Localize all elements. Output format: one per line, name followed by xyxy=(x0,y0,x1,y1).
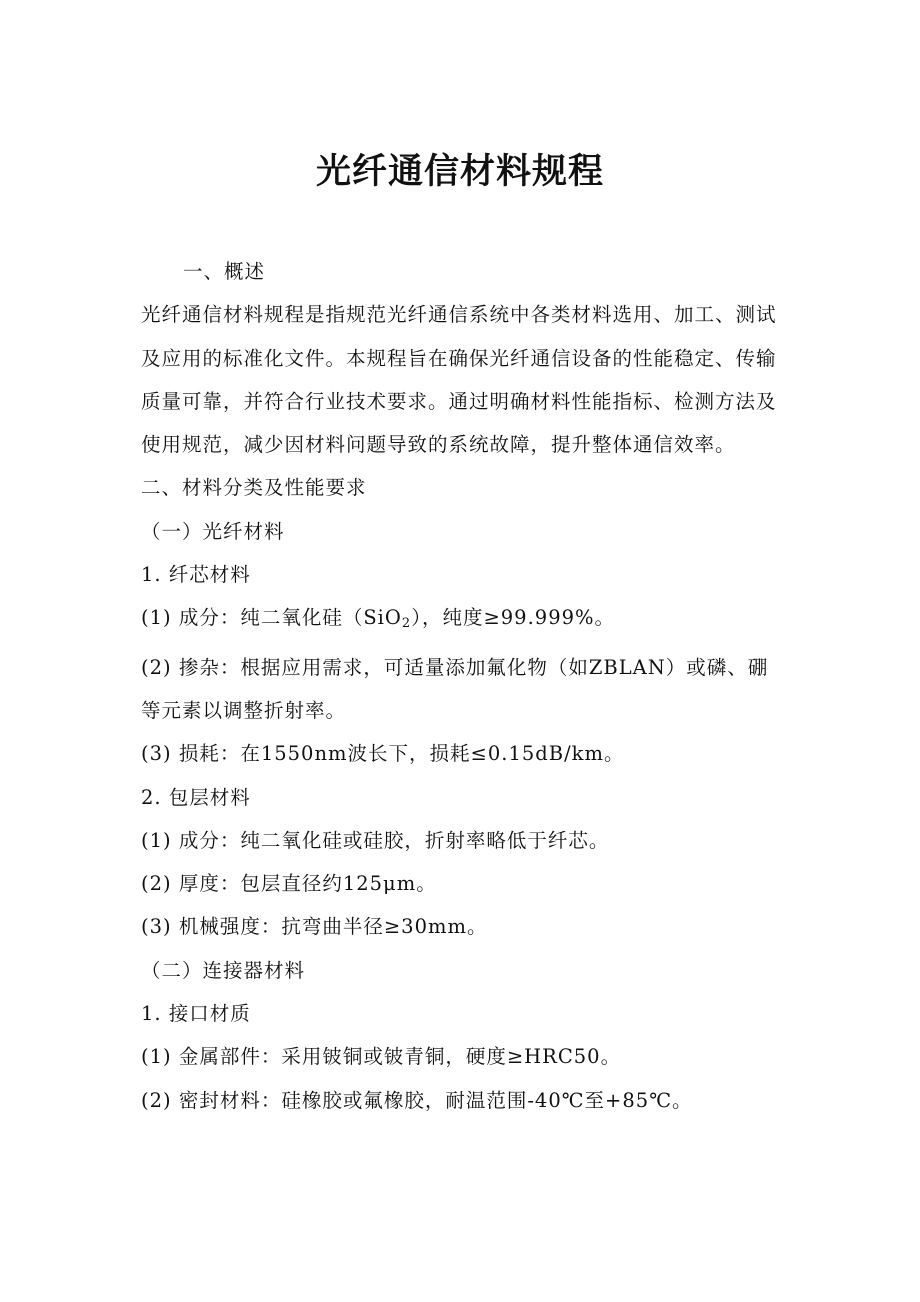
core-composition-subscript: 2 xyxy=(401,616,412,632)
item-heading-interface: 1. 接口材质 xyxy=(141,1002,251,1026)
cladding-strength-line: (3) 机械强度：抗弯曲半径≥30mm。 xyxy=(141,915,488,939)
interface-metal-line: (1) 金属部件：采用铍铜或铍青铜，硬度≥HRC50。 xyxy=(141,1045,622,1069)
subsection-heading-fiber: （一）光纤材料 xyxy=(141,519,285,543)
core-doping-line: (2) 掺杂：根据应用需求，可适量添加氟化物（如ZBLAN）或磷、硼等元素以调整折射率。 xyxy=(141,655,769,722)
cladding-composition-line: (1) 成分：纯二氧化硅或硅胶，折射率略低于纤芯。 xyxy=(141,828,610,852)
section-heading-overview: 一、概述 xyxy=(183,260,266,283)
interface-seal-line: (2) 密封材料：硅橡胶或氟橡胶，耐温范围-40℃至+85℃。 xyxy=(141,1088,693,1112)
core-loss-line: (3) 损耗：在1550nm波长下，损耗≤0.15dB/km。 xyxy=(141,742,625,766)
section-heading-materials: 二、材料分类及性能要求 xyxy=(141,476,367,500)
overview-paragraph: 光纤通信材料规程是指规范光纤通信系统中各类材料选用、加工、测试及应用的标准化文件。本规程旨在确保光纤通信设备的性能稳定、传输质量可靠，并符合行业技术要求。通过明确材料性能指标、检测方法及使用规范，减少因材料问题导致的系统故障，提升整体通信效率。 xyxy=(141,303,777,457)
item-heading-core: 1. 纤芯材料 xyxy=(141,563,251,587)
subsection-heading-connector: （二）连接器材料 xyxy=(141,958,306,982)
document-body xyxy=(141,250,781,1122)
item-heading-cladding: 2. 包层材料 xyxy=(141,785,251,809)
cladding-thickness-line: (2) 厚度：包层直径约125μm。 xyxy=(141,872,437,896)
core-composition-text: (1) 成分：纯二氧化硅（SiO xyxy=(141,606,402,630)
core-composition-line xyxy=(141,596,781,645)
document-title: 光纤通信材料规程 xyxy=(315,152,604,192)
core-composition-tail: ），纯度≥99.999%。 xyxy=(411,606,616,630)
